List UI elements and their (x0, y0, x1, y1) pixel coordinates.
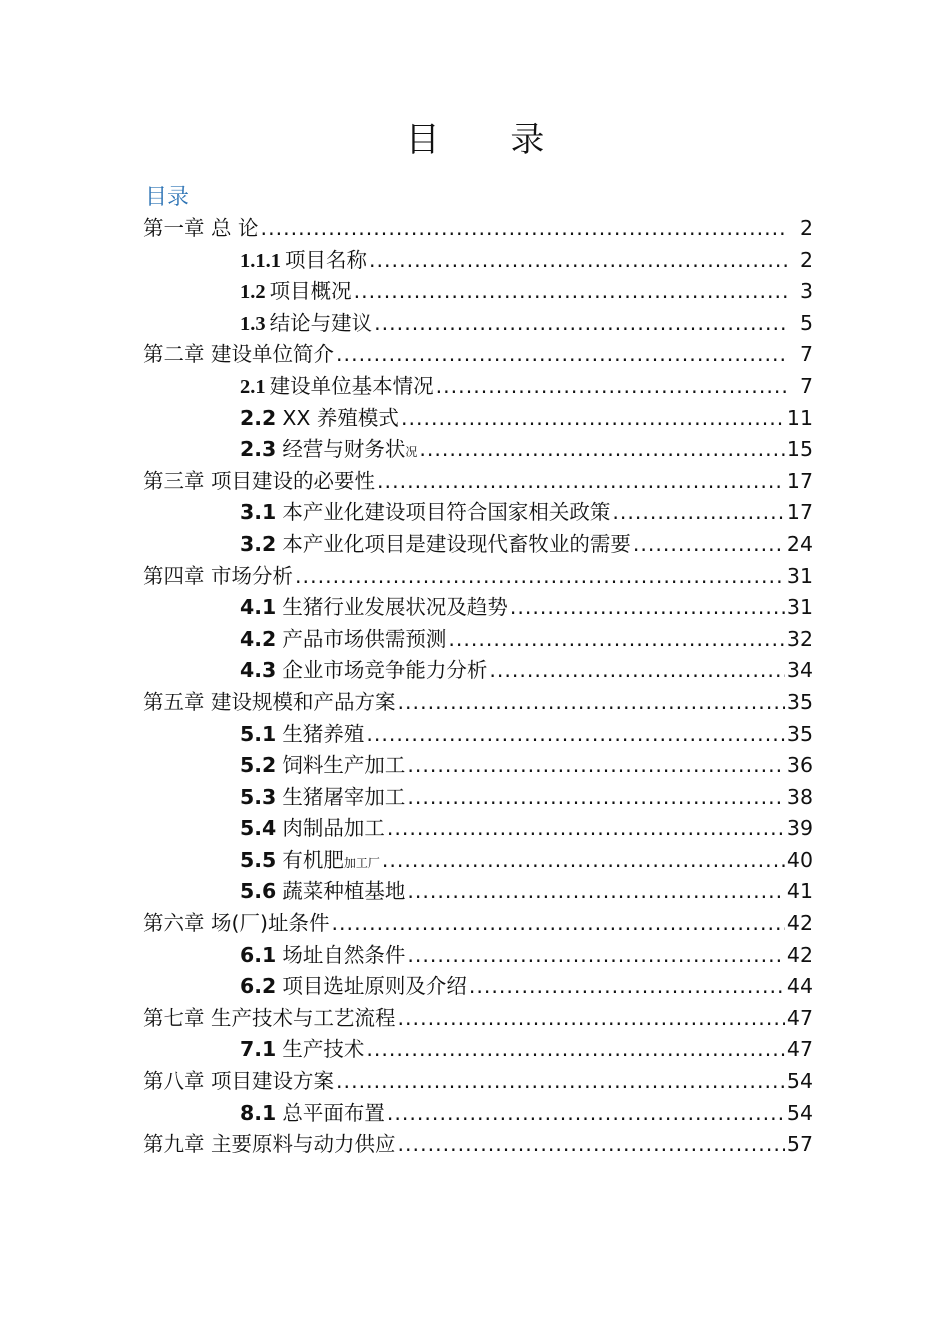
toc-chapter-entry[interactable] (143, 908, 813, 940)
toc-entry-label-suffix: 况 (405, 445, 418, 460)
toc-entry-label: 本产业化建设项目符合国家相关政策 (282, 500, 611, 525)
dot-leader (407, 940, 785, 972)
toc-subentry[interactable] (143, 245, 813, 277)
toc-subentry[interactable] (143, 371, 813, 403)
toc-entry-label: 第七章 生产技术与工艺流程 (143, 1005, 396, 1030)
toc-page-number: 40 (786, 847, 813, 872)
toc-page-number: 34 (786, 658, 813, 683)
toc-subentry[interactable] (143, 403, 813, 435)
dot-leader (377, 466, 785, 498)
dot-leader (261, 213, 787, 245)
toc-entry-number: 6.1 (240, 942, 277, 967)
toc-subentry[interactable] (143, 719, 813, 751)
dot-leader (407, 782, 785, 814)
dot-leader (366, 1034, 785, 1066)
toc-chapter-entry[interactable] (143, 1003, 813, 1035)
toc-page-number: 7 (799, 373, 813, 398)
toc-page-number: 15 (786, 437, 813, 462)
toc-subentry[interactable] (143, 434, 813, 466)
toc-entry-label: 生产技术 (282, 1037, 365, 1062)
dot-leader (419, 434, 785, 466)
dot-leader (612, 497, 785, 529)
toc-entry-number: 1.3 (240, 312, 266, 335)
toc-entry-label: 蔬菜种植基地 (282, 879, 406, 904)
toc-page-number: 57 (786, 1132, 813, 1157)
toc-entry-label: 产品市场供需预测 (282, 626, 447, 651)
toc-page-number: 54 (786, 1069, 813, 1094)
toc-entry-number: 2.2 (240, 405, 277, 430)
toc-entry-number: 4.2 (240, 626, 277, 651)
dot-leader (469, 971, 785, 1003)
toc-page-number: 35 (786, 721, 813, 746)
toc-subentry[interactable] (143, 497, 813, 529)
toc-entry-label-suffix: 加工厂 (343, 855, 380, 870)
dot-leader (407, 876, 785, 908)
toc-page-number: 17 (786, 500, 813, 525)
toc-entry-label: 企业市场竞争能力分析 (282, 658, 488, 683)
toc-page-number: 2 (799, 216, 813, 240)
toc-subentry[interactable] (143, 592, 813, 624)
toc-subentry[interactable] (143, 1098, 813, 1130)
toc-page-number: 11 (786, 405, 813, 430)
toc-entry-label: 项目选址原则及介绍 (282, 974, 467, 999)
toc-entry-label: 第二章 建设单位简介 (143, 342, 335, 367)
toc-page-number: 35 (786, 689, 813, 714)
toc-subentry[interactable] (143, 813, 813, 845)
dot-leader (382, 845, 785, 877)
toc-entry-number: 5.4 (240, 816, 277, 841)
dot-leader (374, 308, 787, 340)
toc-entry-number: 5.6 (240, 879, 277, 904)
toc-page-number: 41 (786, 879, 813, 904)
toc-entry-number: 5.5 (240, 847, 277, 872)
toc-entry-label: 第六章 场(厂)址条件 (143, 911, 330, 936)
toc-entry-number: 4.3 (240, 658, 277, 683)
toc-entry-label: 生猪行业发展状况及趋势 (282, 595, 508, 620)
toc-entry-label: 场址自然条件 (282, 942, 406, 967)
toc-page-number: 42 (786, 942, 813, 967)
toc-page-number: 31 (786, 563, 813, 588)
toc-entry-number: 3.2 (240, 531, 277, 556)
toc-entry-label: 项目概况 (269, 279, 352, 304)
toc-entry-label: 有机肥 (282, 847, 344, 872)
toc-subentry[interactable] (143, 750, 813, 782)
toc-entry-label: 生猪养殖 (282, 721, 365, 746)
toc-entry-number: 5.2 (240, 753, 277, 778)
toc-entry-label: 建设单位基本情况 (269, 373, 434, 398)
toc-page-number: 44 (786, 974, 813, 999)
toc-entry-label: 经营与财务状 (282, 437, 406, 462)
toc-subentry[interactable] (143, 655, 813, 687)
toc-page-number: 31 (786, 595, 813, 620)
toc-page-number: 39 (786, 816, 813, 841)
dot-leader (401, 403, 785, 435)
toc-page-number: 3 (799, 279, 813, 304)
toc-page-number: 42 (786, 911, 813, 936)
toc-entry-label: 第四章 市场分析 (143, 563, 294, 588)
toc-chapter-entry[interactable] (143, 339, 813, 371)
dot-leader (366, 719, 785, 751)
toc-entry-label: 生猪屠宰加工 (282, 784, 406, 809)
toc-entry-label: 饲料生产加工 (282, 753, 406, 778)
dot-leader (510, 592, 785, 624)
toc-chapter-entry[interactable] (143, 561, 813, 593)
dot-leader (398, 687, 785, 719)
toc-entry-number: 1.1.1 (240, 249, 281, 272)
toc-page-number: 47 (786, 1005, 813, 1030)
toc-chapter-entry[interactable] (143, 466, 813, 498)
toc-entry-number: 2.1 (240, 375, 266, 398)
dot-leader (387, 1098, 785, 1130)
dot-leader (436, 371, 787, 403)
toc-entry-label: 本产业化项目是建设现代畜牧业的需要 (282, 531, 631, 556)
dot-leader (489, 655, 785, 687)
toc-page-number: 54 (786, 1100, 813, 1125)
toc-chapter-entry[interactable] (143, 213, 813, 245)
toc-subentry[interactable] (143, 845, 813, 877)
toc-page-number: 24 (786, 531, 813, 556)
toc-subentry[interactable] (143, 971, 813, 1003)
toc-subentry[interactable] (143, 276, 813, 308)
dot-leader (336, 1066, 785, 1098)
toc-chapter-entry[interactable] (143, 1066, 813, 1098)
toc-page-number: 2 (799, 247, 813, 272)
toc-page-number: 36 (786, 753, 813, 778)
dot-leader (295, 561, 785, 593)
toc-entry-number: 2.3 (240, 437, 277, 462)
toc-page-number: 7 (799, 342, 813, 367)
toc-page-number: 38 (786, 784, 813, 809)
toc-page-number: 5 (799, 310, 813, 335)
toc-subentry[interactable] (143, 876, 813, 908)
toc-entry-number: 1.2 (240, 281, 266, 304)
toc-entry-label: 第三章 项目建设的必要性 (143, 468, 376, 493)
dot-leader (387, 813, 785, 845)
toc-entry-number: 3.1 (240, 500, 277, 525)
page-title: 目 录 (405, 120, 575, 160)
toc-entry-number: 8.1 (240, 1100, 277, 1125)
toc-page-number: 47 (786, 1037, 813, 1062)
toc-subentry[interactable] (143, 529, 813, 561)
toc-subentry[interactable] (143, 624, 813, 656)
dot-leader (448, 624, 785, 656)
dot-leader (369, 245, 787, 277)
toc-entry-number: 5.1 (240, 721, 277, 746)
toc-chapter-entry[interactable] (143, 687, 813, 719)
toc-entry-label: 第八章 项目建设方案 (143, 1069, 335, 1094)
toc-page-number: 32 (786, 626, 813, 651)
toc-entry-label: 项目名称 (285, 247, 367, 272)
toc-entry-label: XX 养殖模式 (282, 405, 399, 430)
toc-subentry[interactable] (143, 308, 813, 340)
toc-subentry[interactable] (143, 782, 813, 814)
toc-entry-number: 5.3 (240, 784, 277, 809)
toc-page-number: 17 (786, 468, 813, 493)
dot-leader (336, 339, 787, 371)
toc-entry-label: 第九章 主要原料与动力供应 (143, 1132, 396, 1157)
dot-leader (633, 529, 785, 561)
dot-leader (354, 276, 787, 308)
table-of-contents (143, 213, 813, 1161)
dot-leader (398, 1129, 785, 1161)
toc-chapter-entry[interactable] (143, 1129, 813, 1161)
dot-leader (332, 908, 785, 940)
toc-subentry[interactable] (143, 1034, 813, 1066)
toc-entry-number: 7.1 (240, 1037, 277, 1062)
toc-entry-number: 4.1 (240, 595, 277, 620)
toc-entry-label: 结论与建议 (269, 310, 373, 335)
toc-entry-label: 总平面布置 (282, 1100, 385, 1125)
toc-subentry[interactable] (143, 940, 813, 972)
dot-leader (407, 750, 785, 782)
toc-entry-label: 第一章 总 论 (143, 216, 259, 240)
toc-entry-label: 肉制品加工 (282, 816, 385, 841)
toc-heading[interactable]: 目录 (145, 185, 190, 210)
dot-leader (398, 1003, 785, 1035)
toc-entry-number: 6.2 (240, 974, 277, 999)
toc-entry-label: 第五章 建设规模和产品方案 (143, 689, 396, 714)
